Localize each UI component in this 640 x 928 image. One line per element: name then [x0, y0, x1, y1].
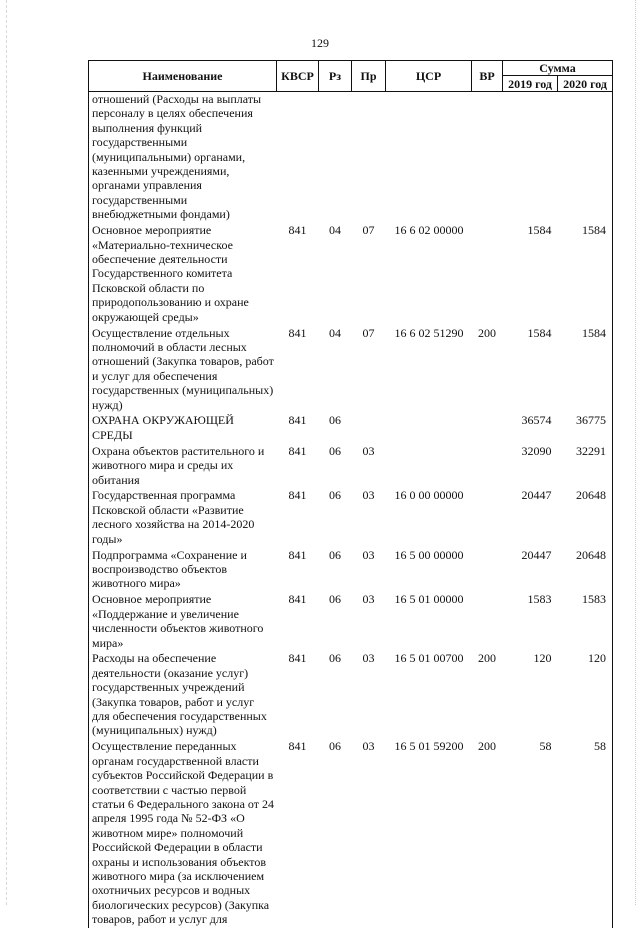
cell-2020: 1583	[558, 592, 613, 651]
table-header	[89, 61, 613, 92]
cell-vr	[472, 592, 503, 651]
table-row	[89, 592, 613, 651]
table-row	[89, 326, 613, 414]
cell-vr	[472, 413, 503, 443]
header-rz: Рз	[319, 61, 352, 92]
cell-pr: 07	[352, 223, 386, 325]
table-row	[89, 548, 613, 593]
cell-2020: 20648	[558, 488, 613, 547]
cell-2019: 32090	[503, 444, 558, 489]
page-number: 129	[0, 36, 640, 51]
cell-2020: 1584	[558, 223, 613, 325]
cell-vr	[472, 488, 503, 547]
cell-2020: 1584	[558, 326, 613, 414]
cell-kvsr: 841	[277, 444, 319, 489]
cell-rz: 06	[319, 488, 352, 547]
table-row	[89, 739, 613, 928]
cell-vr	[472, 548, 503, 593]
cell-pr: 03	[352, 548, 386, 593]
cell-2020: 36775	[558, 413, 613, 443]
cell-rz: 06	[319, 548, 352, 593]
cell-csr: 16 5 01 59200	[386, 739, 472, 928]
cell-kvsr: 841	[277, 223, 319, 325]
cell-kvsr	[277, 92, 319, 224]
cell-kvsr: 841	[277, 326, 319, 414]
cell-kvsr: 841	[277, 488, 319, 547]
cell-pr	[352, 413, 386, 443]
cell-name: Основное мероприятие «Материально-техническое обеспечение деятельности Государственного комитета Псковской области по природопользованию и охране окружающей среды»	[89, 223, 277, 325]
cell-name: Охрана объектов растительного и животного мира и среды их обитания	[89, 444, 277, 489]
header-name: Наименование	[89, 61, 277, 92]
cell-2019: 120	[503, 651, 558, 739]
budget-table-container	[88, 60, 612, 928]
cell-csr: 16 5 00 00000	[386, 548, 472, 593]
cell-csr: 16 5 01 00700	[386, 651, 472, 739]
cell-rz	[319, 92, 352, 224]
cell-name: Расходы на обеспечение деятельности (оказание услуг) государственных учреждений (Закупка товаров, работ и услуг для обеспечения государственных (муниципальных) нужд)	[89, 651, 277, 739]
cell-2019: 1583	[503, 592, 558, 651]
cell-name: Подпрограмма «Сохранение и воспроизводство объектов животного мира»	[89, 548, 277, 593]
header-vr: ВР	[472, 61, 503, 92]
cell-csr: 16 6 02 00000	[386, 223, 472, 325]
cell-rz: 06	[319, 413, 352, 443]
cell-2020: 58	[558, 739, 613, 928]
cell-csr	[386, 413, 472, 443]
table-row	[89, 444, 613, 489]
header-csr: ЦСР	[386, 61, 472, 92]
cell-name: Основное мероприятие «Поддержание и увеличение численности объектов животного мира»	[89, 592, 277, 651]
cell-vr: 200	[472, 651, 503, 739]
cell-2019: 58	[503, 739, 558, 928]
header-pr: Пр	[352, 61, 386, 92]
cell-csr: 16 6 02 51290	[386, 326, 472, 414]
cell-vr	[472, 92, 503, 224]
table-row	[89, 92, 613, 224]
header-2020: 2020 год	[558, 76, 613, 92]
table-body	[89, 92, 613, 928]
cell-rz: 06	[319, 444, 352, 489]
cell-name: ОХРАНА ОКРУЖАЮЩЕЙ СРЕДЫ	[89, 413, 277, 443]
cell-pr: 03	[352, 739, 386, 928]
cell-2020: 120	[558, 651, 613, 739]
cell-kvsr: 841	[277, 739, 319, 928]
cell-name: отношений (Расходы на выплаты персоналу в целях обеспечения выполнения функций государственными (муниципальными) органами, казенными учреждениями, органами управления государственными внебюджетными фондами)	[89, 92, 277, 224]
cell-2019: 20447	[503, 488, 558, 547]
cell-rz: 06	[319, 651, 352, 739]
cell-csr	[386, 444, 472, 489]
cell-2019: 1584	[503, 223, 558, 325]
table-row	[89, 223, 613, 325]
cell-vr	[472, 444, 503, 489]
cell-2020: 32291	[558, 444, 613, 489]
cell-vr: 200	[472, 739, 503, 928]
cell-vr: 200	[472, 326, 503, 414]
cell-name: Государственная программа Псковской области «Развитие лесного хозяйства на 2014-2020 годы»	[89, 488, 277, 547]
table-row	[89, 488, 613, 547]
cell-pr: 03	[352, 651, 386, 739]
cell-kvsr: 841	[277, 413, 319, 443]
cell-pr: 03	[352, 488, 386, 547]
cell-pr: 07	[352, 326, 386, 414]
header-sum: Сумма	[503, 61, 613, 76]
table-row	[89, 413, 613, 443]
cell-rz: 06	[319, 739, 352, 928]
header-2019: 2019 год	[503, 76, 558, 92]
cell-pr	[352, 92, 386, 224]
cell-csr	[386, 92, 472, 224]
table-row	[89, 651, 613, 739]
cell-csr: 16 0 00 00000	[386, 488, 472, 547]
cell-name: Осуществление переданных органам государственной власти субъектов Российской Федерации в соответствии с частью первой статьи 6 Федерального закона от 24 апреля 1995 года № 52-ФЗ «О животном мире» полномочий Российской Федерации в области охраны и использования объектов животного мира (за исключением охотничьих ресурсов и водных биологических ресурсов) (Закупка товаров, работ и услуг для	[89, 739, 277, 928]
cell-vr	[472, 223, 503, 325]
cell-2019: 1584	[503, 326, 558, 414]
cell-rz: 04	[319, 223, 352, 325]
cell-pr: 03	[352, 444, 386, 489]
cell-2019: 20447	[503, 548, 558, 593]
cell-kvsr: 841	[277, 548, 319, 593]
cell-pr: 03	[352, 592, 386, 651]
cell-kvsr: 841	[277, 651, 319, 739]
cell-name: Осуществление отдельных полномочий в области лесных отношений (Закупка товаров, работ и услуг для обеспечения государственных (муниципальных) нужд)	[89, 326, 277, 414]
scan-edge-left	[6, 0, 7, 905]
cell-2019	[503, 92, 558, 224]
cell-2020	[558, 92, 613, 224]
cell-2019: 36574	[503, 413, 558, 443]
cell-2020: 20648	[558, 548, 613, 593]
cell-csr: 16 5 01 00000	[386, 592, 472, 651]
budget-table	[88, 60, 613, 928]
scan-edge-right	[635, 0, 636, 905]
cell-rz: 04	[319, 326, 352, 414]
cell-rz: 06	[319, 592, 352, 651]
cell-kvsr: 841	[277, 592, 319, 651]
header-kvsr: КВСР	[277, 61, 319, 92]
